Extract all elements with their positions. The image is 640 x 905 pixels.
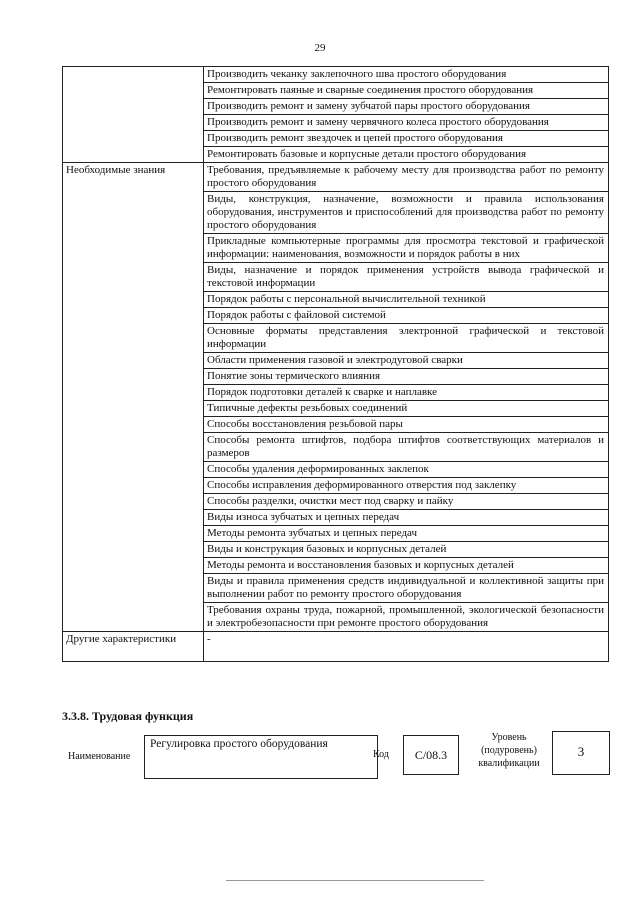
table-cell: Способы удаления деформированных заклепок [204, 462, 609, 478]
table-cell: Виды износа зубчатых и цепных передач [204, 510, 609, 526]
table-cell: Ремонтировать паяные и сварные соединения простого оборудования [204, 83, 609, 99]
name-box: Регулировка простого оборудования [144, 735, 378, 779]
table-cell: Методы ремонта и восстановления базовых и корпусных деталей [204, 558, 609, 574]
table-cell: Прикладные компьютерные программы для просмотра текстовой и графической информации: наименования, возможности и порядок работы в них [204, 234, 609, 263]
table-cell: Производить ремонт звездочек и цепей простого оборудования [204, 131, 609, 147]
table-cell: Виды и правила применения средств индивидуальной и коллективной защиты при выполнении работ по ремонту простого оборудования [204, 574, 609, 603]
table-label-cell [63, 67, 204, 163]
table-cell: Производить ремонт и замену зубчатой пары простого оборудования [204, 99, 609, 115]
table-cell: Порядок работы с файловой системой [204, 308, 609, 324]
section-title: 3.3.8. Трудовая функция [62, 709, 194, 723]
table-cell: Основные форматы представления электронной графической и текстовой информации [204, 324, 609, 353]
level-box: 3 [552, 731, 610, 775]
table-cell: Типичные дефекты резьбовых соединений [204, 401, 609, 417]
table-row [63, 632, 609, 662]
requirements-table [62, 66, 609, 662]
table-cell: Производить ремонт и замену червячного колеса простого оборудования [204, 115, 609, 131]
knowledge-label: Необходимые знания [63, 163, 204, 632]
table-cell: Порядок работы с персональной вычислительной техникой [204, 292, 609, 308]
table-cell: Порядок подготовки деталей к сварке и наплавке [204, 385, 609, 401]
labor-function-header [62, 731, 609, 779]
other-label: Другие характеристики [63, 632, 204, 662]
bottom-divider [226, 880, 484, 881]
table-cell: Методы ремонта зубчатых и цепных передач [204, 526, 609, 542]
table-cell: Производить чеканку заклепочного шва простого оборудования [204, 67, 609, 83]
table-cell: - [204, 632, 609, 662]
table-cell: Требования охраны труда, пожарной, промышленной, экологической безопасности и электробезопасности при ремонте простого оборудования [204, 603, 609, 632]
code-label: Код [373, 749, 389, 760]
table-cell: Виды, конструкция, назначение, возможности и правила использования оборудования, инструментов и приспособлений для производства работ по ремонту простого оборудования [204, 192, 609, 234]
table-cell: Области применения газовой и электродуговой сварки [204, 353, 609, 369]
name-label: Наименование [68, 751, 131, 762]
page-number: 29 [314, 42, 326, 54]
table-cell: Понятие зоны термического влияния [204, 369, 609, 385]
table-cell: Требования, предъявляемые к рабочему месту для производства работ по ремонту простого оборудования [204, 163, 609, 192]
table-cell: Виды, назначение и порядок применения устройств вывода графической и текстовой информации [204, 263, 609, 292]
table-cell: Способы исправления деформированного отверстия под заклепку [204, 478, 609, 494]
table-cell: Способы восстановления резьбовой пары [204, 417, 609, 433]
table-cell: Виды и конструкция базовых и корпусных деталей [204, 542, 609, 558]
table-row [63, 163, 609, 192]
table-cell: Способы разделки, очистки мест под сварку и пайку [204, 494, 609, 510]
table-cell: Способы ремонта штифтов, подбора штифтов соответствующих материалов и размеров [204, 433, 609, 462]
table-cell: Ремонтировать базовые и корпусные детали простого оборудования [204, 147, 609, 163]
table-row [63, 67, 609, 83]
code-box: C/08.3 [403, 735, 459, 775]
level-label: Уровень (подуровень) квалификации [478, 732, 540, 769]
